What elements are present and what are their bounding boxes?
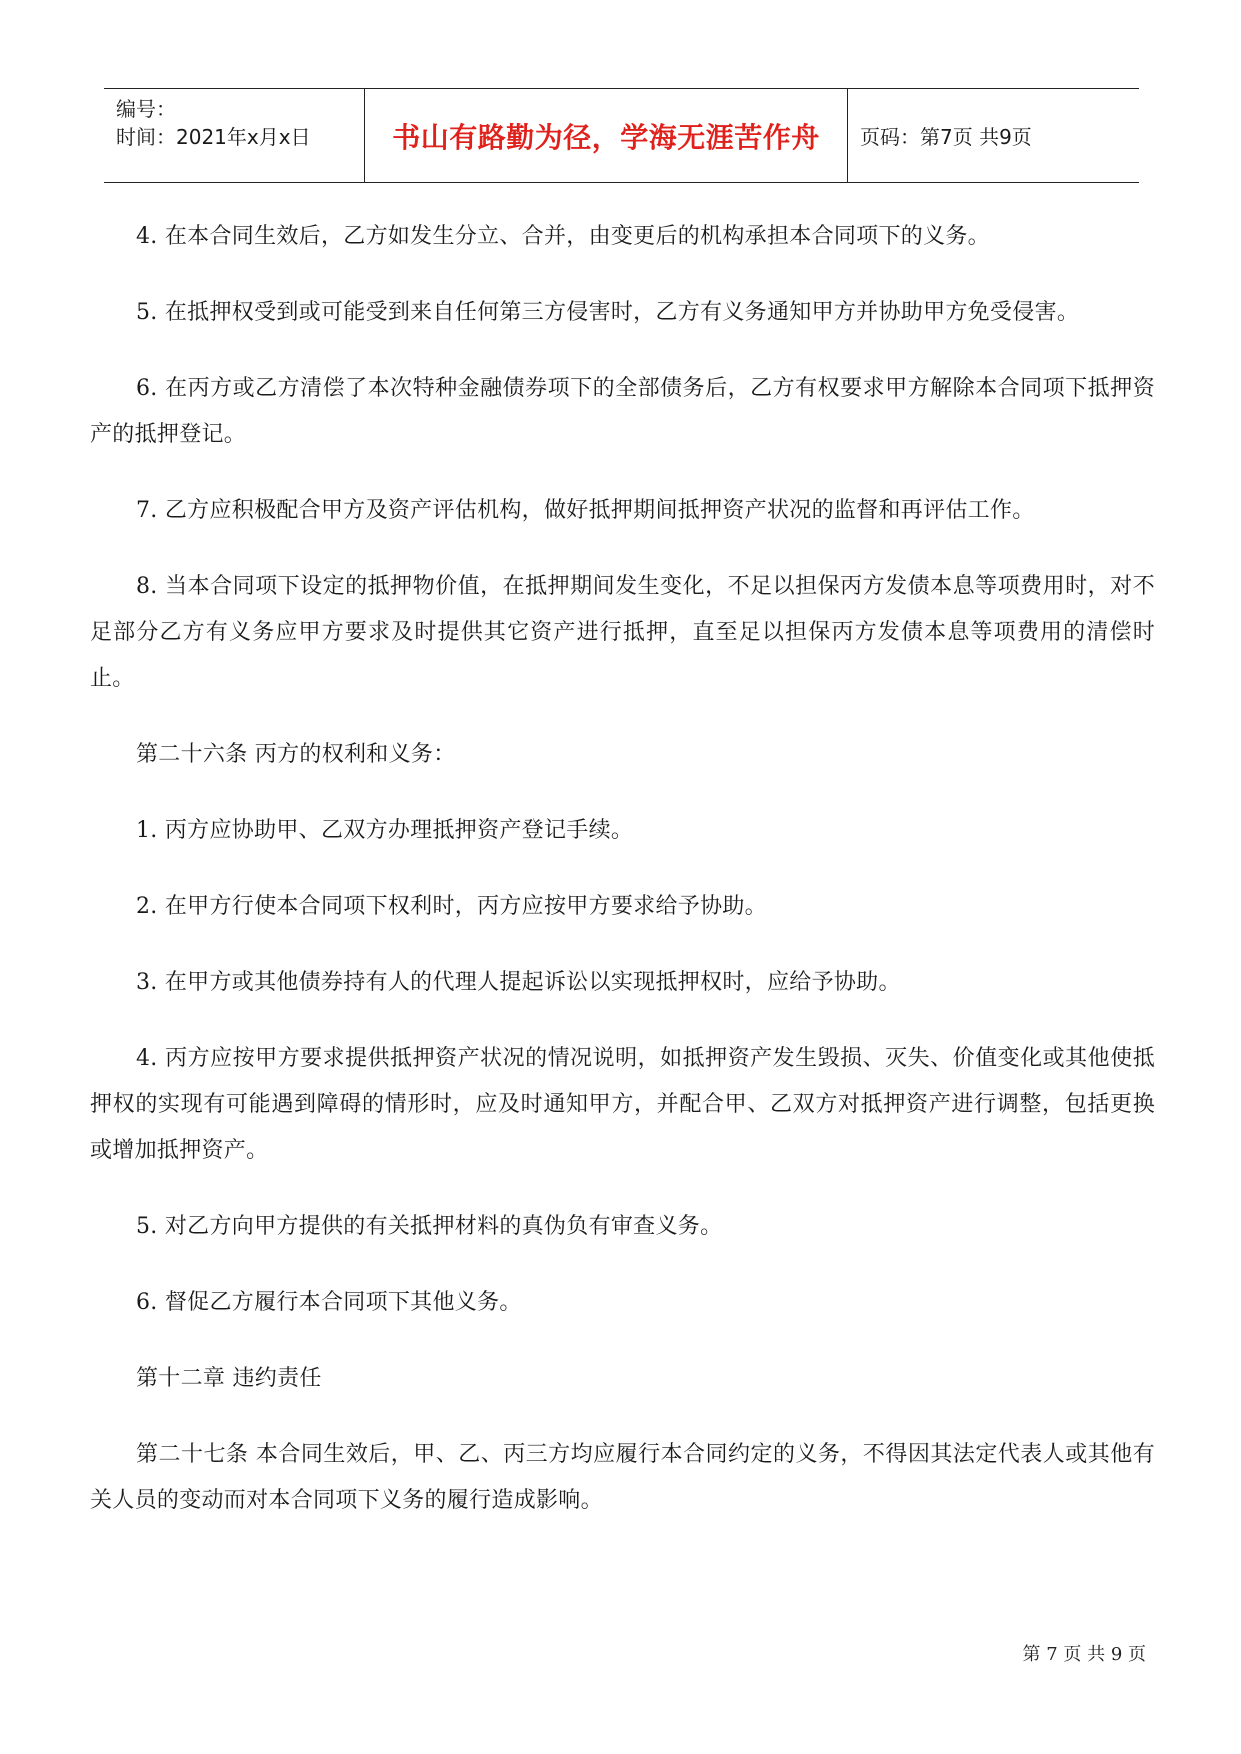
page-footer: 第 7 页 共 9 页 xyxy=(1022,1644,1146,1665)
article-heading: 第二十六条 丙方的权利和义务： xyxy=(136,742,456,767)
chapter-heading: 第十二章 违约责任 xyxy=(136,1366,322,1391)
paragraph: 5. 对乙方向甲方提供的有关抵押材料的真伪负有审查义务。 xyxy=(136,1214,723,1239)
paragraph: 8. 当本合同项下设定的抵押物价值，在抵押期间发生变化，不足以担保丙方发债本息等项费用时，对不足部分乙方有义务应甲方要求及时提供其它资产进行抵押，直至足以担保丙方发债本息等项费用的清偿时止。 xyxy=(90,574,1155,691)
header-motto: 书山有路勤为径，学海无涯苦作舟 xyxy=(365,89,848,182)
paragraph: 第二十七条 本合同生效后，甲、乙、丙三方均应履行本合同约定的义务，不得因其法定代表人或其他有关人员的变动而对本合同项下义务的履行造成影响。 xyxy=(90,1442,1155,1513)
document-body xyxy=(90,214,1155,1554)
paragraph: 5. 在抵押权受到或可能受到来自任何第三方侵害时，乙方有义务通知甲方并协助甲方免受侵害。 xyxy=(136,300,1080,325)
paragraph: 3. 在甲方或其他债券持有人的代理人提起诉讼以实现抵押权时，应给予协助。 xyxy=(136,970,901,995)
paragraph: 1. 丙方应协助甲、乙双方办理抵押资产登记手续。 xyxy=(136,818,634,843)
header-left-cell xyxy=(104,89,365,182)
paragraph: 6. 督促乙方履行本合同项下其他义务。 xyxy=(136,1290,522,1315)
header-page-label: 页码：第7页 共9页 xyxy=(860,125,1032,149)
paragraph: 4. 丙方应按甲方要求提供抵押资产状况的情况说明，如抵押资产发生毁损、灭失、价值变化或其他使抵押权的实现有可能遇到障碍的情形时，应及时通知甲方，并配合甲、乙双方对抵押资产进行调整，包括更换或增加抵押资产。 xyxy=(90,1046,1155,1163)
paragraph: 2. 在甲方行使本合同项下权利时，丙方应按甲方要求给予协助。 xyxy=(136,894,767,919)
paragraph: 7. 乙方应积极配合甲方及资产评估机构，做好抵押期间抵押资产状况的监督和再评估工作。 xyxy=(136,498,1035,523)
page-header xyxy=(104,88,1139,183)
paragraph: 4. 在本合同生效后，乙方如发生分立、合并，由变更后的机构承担本合同项下的义务。 xyxy=(136,224,990,249)
document-time-label: 时间：2021年x月x日 xyxy=(116,125,311,149)
document-number-label: 编号： xyxy=(116,97,176,121)
paragraph: 6. 在丙方或乙方清偿了本次特种金融债券项下的全部债务后，乙方有权要求甲方解除本合同项下抵押资产的抵押登记。 xyxy=(90,376,1155,447)
